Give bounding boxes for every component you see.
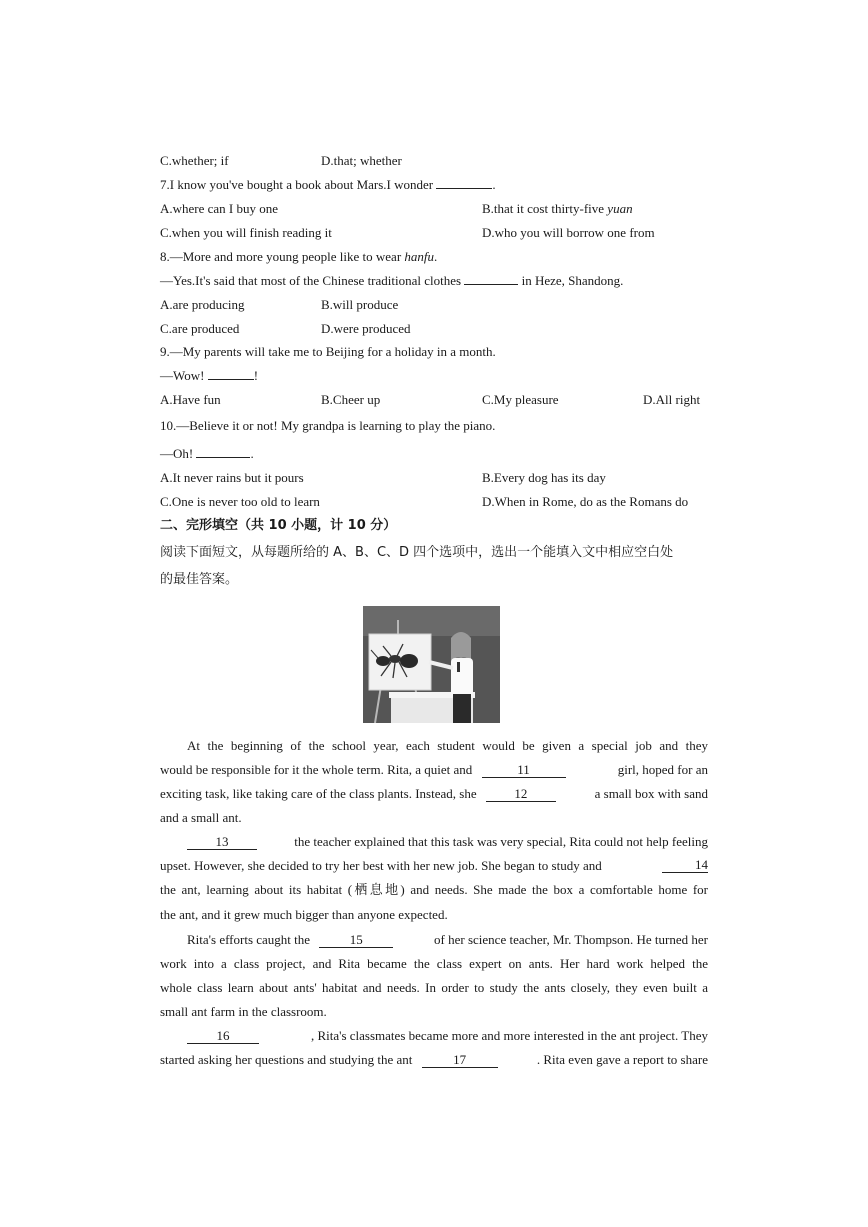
passage-line-5 bbox=[187, 834, 708, 850]
passage-line-14-pre: started asking her questions and studying the ant bbox=[160, 1052, 413, 1067]
q9-reply-text: —Wow! bbox=[160, 368, 205, 383]
passage-line-6-pre: upset. However, she decided to try her best with her new job. She began to study and bbox=[160, 858, 602, 873]
q9-option-b: B.Cheer up bbox=[321, 392, 381, 407]
q8-stem-italic: hanfu bbox=[404, 249, 435, 264]
q9-option-a: A.Have fun bbox=[160, 392, 221, 407]
q8-stem bbox=[160, 249, 437, 265]
passage-line-14 bbox=[160, 1052, 708, 1068]
q10-reply-post: . bbox=[250, 446, 254, 461]
q9-reply bbox=[160, 368, 258, 384]
passage-line-1: At the beginning of the school year, each student would be given a special job and they bbox=[187, 738, 708, 753]
q8-option-b: B.will produce bbox=[321, 297, 399, 312]
q10-reply bbox=[160, 446, 254, 462]
q10-option-c: C.One is never too old to learn bbox=[160, 494, 320, 509]
passage-line-2-pre: would be responsible for it the whole term. Rita, a quiet and bbox=[160, 762, 473, 777]
blank-16: 16 bbox=[187, 1029, 259, 1044]
q8-reply bbox=[160, 273, 623, 289]
passage-line-12: small ant farm in the classroom. bbox=[160, 1004, 327, 1019]
passage-line-3 bbox=[160, 786, 708, 802]
passage-line-2-post: girl, hoped for an bbox=[617, 762, 708, 777]
q9-option-c: C.My pleasure bbox=[482, 392, 559, 407]
q7-stem-end: . bbox=[492, 177, 496, 192]
passage-line-6 bbox=[160, 858, 708, 874]
passage-line-7: the ant, learning about its habitat (栖息地) and needs. She made the box a comfortable home for bbox=[160, 882, 708, 897]
section-instruction-line1: 阅读下面短文，从每题所给的 A、B、C、D 四个选项中，选出一个能填入文中相应空白处 bbox=[160, 545, 674, 560]
q9-stem: 9.—My parents will take me to Beijing for a holiday in a month. bbox=[160, 344, 496, 359]
blank-13: 13 bbox=[187, 835, 257, 850]
passage-line-3-post: a small box with sand bbox=[594, 786, 708, 801]
q10-blank bbox=[196, 457, 250, 458]
q7-option-b-text: B.that it cost thirty-five bbox=[482, 201, 608, 216]
q8-stem-end: . bbox=[434, 249, 438, 264]
q10-reply-text: —Oh! bbox=[160, 446, 194, 461]
presentation-photo-icon bbox=[363, 606, 500, 723]
passage-line-8: the ant, and it grew much bigger than anyone expected. bbox=[160, 907, 448, 922]
q7-stem bbox=[160, 177, 496, 193]
passage-line-5-post: the teacher explained that this task was very special, Rita could not help feeling bbox=[294, 834, 708, 849]
q7-option-d: D.who you will borrow one from bbox=[482, 225, 655, 240]
q6-option-d: D.that; whether bbox=[321, 153, 402, 168]
q7-stem-text: 7.I know you've bought a book about Mars.I wonder bbox=[160, 177, 434, 192]
passage-line-4: and a small ant. bbox=[160, 810, 242, 825]
q10-stem: 10.—Believe it or not! My grandpa is learning to play the piano. bbox=[160, 418, 496, 433]
passage-line-11: whole class learn about ants' habitat and needs. In order to study the ants closely, they even built a bbox=[160, 980, 708, 995]
q7-blank bbox=[436, 188, 492, 189]
q8-reply-post: in Heze, Shandong. bbox=[521, 273, 624, 288]
passage-line-13 bbox=[187, 1028, 708, 1044]
blank-17: 17 bbox=[422, 1053, 498, 1068]
blank-14: 14 bbox=[662, 858, 708, 873]
passage-line-3-pre: exciting task, like taking care of the class plants. Instead, she bbox=[160, 786, 477, 801]
passage-illustration bbox=[363, 606, 500, 723]
q9-option-d: D.All right bbox=[643, 392, 701, 407]
q10-option-b: B.Every dog has its day bbox=[482, 470, 606, 485]
passage-line-14-post: . Rita even gave a report to share bbox=[536, 1052, 708, 1067]
q8-stem-text: 8.—More and more young people like to wear bbox=[160, 249, 405, 264]
q7-option-c: C.when you will finish reading it bbox=[160, 225, 332, 240]
q7-option-a: A.where can I buy one bbox=[160, 201, 279, 216]
q8-option-a: A.are producing bbox=[160, 297, 245, 312]
q8-option-c: C.are produced bbox=[160, 321, 240, 336]
passage-line-10: work into a class project, and Rita became the class expert on ants. Her hard work helped the bbox=[160, 956, 708, 971]
passage-line-2 bbox=[160, 762, 708, 778]
blank-12: 12 bbox=[486, 787, 556, 802]
passage-line-13-post: , Rita's classmates became more and more interested in the ant project. They bbox=[310, 1028, 708, 1043]
q7-option-b-italic: yuan bbox=[607, 201, 633, 216]
q8-option-d: D.were produced bbox=[321, 321, 411, 336]
q9-reply-post: ! bbox=[253, 368, 259, 383]
blank-15: 15 bbox=[319, 933, 393, 948]
q8-reply-text: —Yes.It's said that most of the Chinese traditional clothes bbox=[160, 273, 462, 288]
passage-line-9-post: of her science teacher, Mr. Thompson. He turned her bbox=[434, 932, 708, 947]
q6-option-c: C.whether; if bbox=[160, 153, 229, 168]
passage-line-9 bbox=[187, 932, 708, 948]
q9-blank bbox=[208, 379, 254, 380]
q7-option-b bbox=[482, 201, 633, 217]
q8-blank bbox=[464, 284, 518, 285]
q10-option-d: D.When in Rome, do as the Romans do bbox=[482, 494, 689, 509]
q10-option-a: A.It never rains but it pours bbox=[160, 470, 304, 485]
blank-11: 11 bbox=[482, 763, 566, 778]
section-title: 二、完形填空（共 10 小题，计 10 分） bbox=[160, 518, 397, 533]
section-instruction-line2: 的最佳答案。 bbox=[160, 572, 239, 587]
passage-line-9-pre: Rita's efforts caught the bbox=[187, 932, 311, 947]
